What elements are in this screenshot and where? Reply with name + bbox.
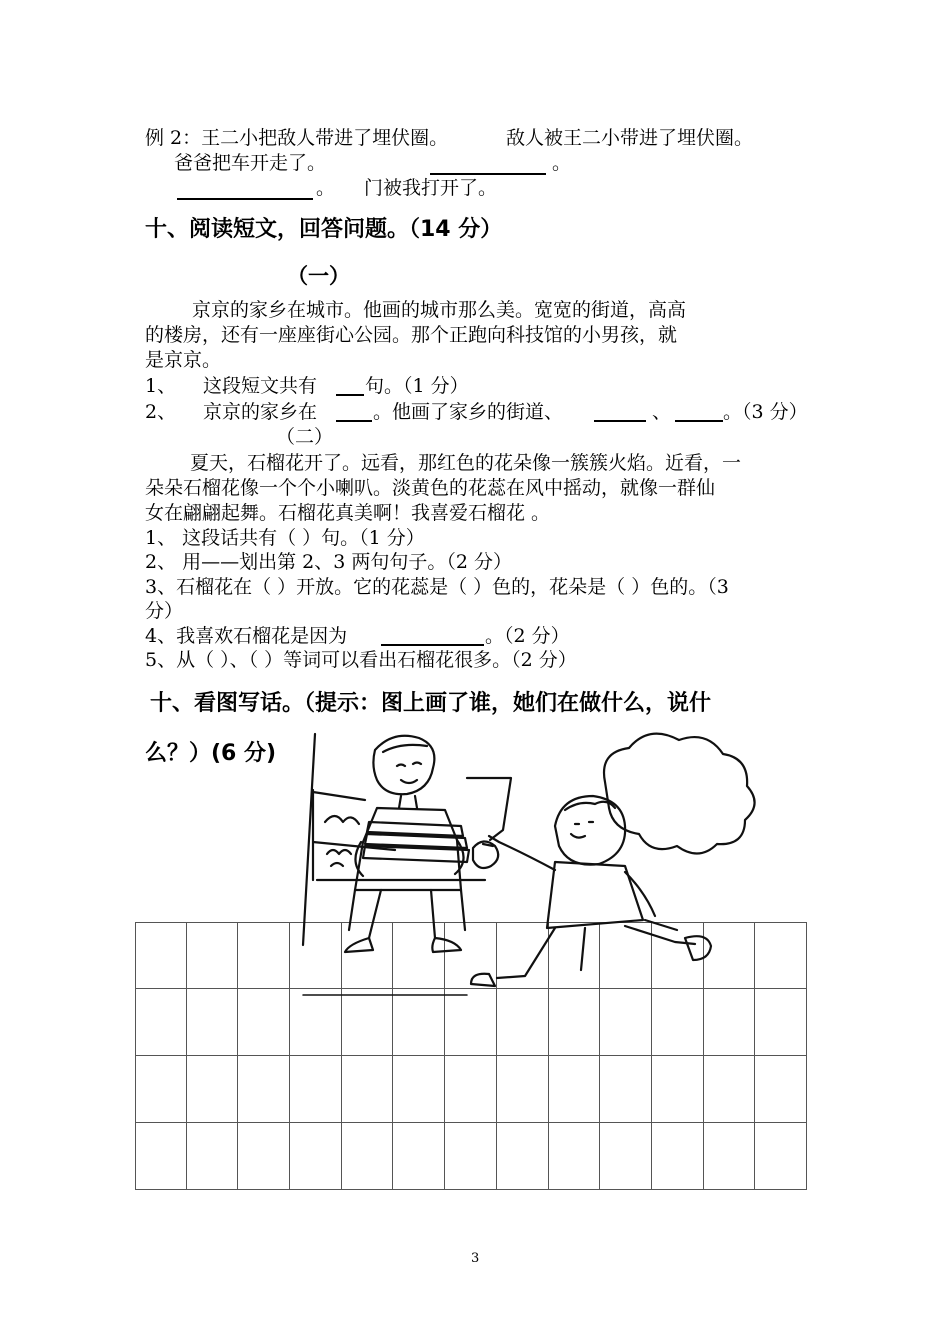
grid-cell[interactable]: [135, 922, 187, 989]
part2-question-1: 1、 这段话共有（ ）句。（1 分）: [145, 527, 425, 549]
part2-question-3: 3、石榴花在（ ）开放。它的花蕊是（ ）色的，花朵是（ ）色的。（3: [145, 576, 729, 598]
grid-cell[interactable]: [497, 1056, 549, 1123]
grid-cell[interactable]: [755, 1123, 807, 1190]
part2-line-2: 朵朵石榴花像一个个小喇叭。淡黄色的花蕊在风中摇动，就像一群仙: [145, 477, 716, 499]
part1-q2-number: 2、: [145, 401, 177, 423]
section-heading-writing: 十、看图写话。（提示：图上画了谁，她们在做什么，说什: [150, 691, 712, 716]
part1-q2-mid: 。他画了家乡的街道、: [373, 401, 564, 423]
grid-cell[interactable]: [135, 1056, 187, 1123]
grid-cell[interactable]: [497, 1123, 549, 1190]
example2-row1-text: 爸爸把车开走了。: [174, 152, 327, 174]
answer-blank[interactable]: [594, 402, 646, 422]
part1-q1-text: 这段短文共有: [203, 375, 318, 397]
part1-line-2: 的楼房，还有一座座街心公园。那个正跑向科技馆的小男孩，就: [145, 324, 678, 346]
answer-blank[interactable]: [336, 376, 364, 396]
grid-cell[interactable]: [187, 989, 239, 1056]
grid-cell[interactable]: [652, 1056, 704, 1123]
part2-question-2: 2、 用——划出第 2、3 两句句子。（2 分）: [145, 551, 513, 573]
example2-result: 敌人被王二小带进了埋伏圈。: [506, 127, 754, 149]
section-heading-reading: 十、阅读短文，回答问题。（14 分）: [145, 217, 503, 242]
part1-q2-text: 京京的家乡在: [203, 401, 318, 423]
grid-cell[interactable]: [445, 1123, 497, 1190]
part1-q2-sep: 、: [652, 401, 672, 423]
grid-cell[interactable]: [393, 1123, 445, 1190]
grid-cell[interactable]: [135, 1123, 187, 1190]
part1-q2-end: 。（3 分）: [723, 401, 808, 423]
grid-cell[interactable]: [342, 1123, 394, 1190]
part2-question-5: 5、从（ ）、（ ）等词可以看出石榴花很多。（2 分）: [145, 649, 577, 671]
part1-q1-end: 句。（1 分）: [365, 375, 469, 397]
section-heading-writing-cont: 么？）(6 分): [145, 741, 277, 766]
grid-cell[interactable]: [600, 1123, 652, 1190]
grid-cell[interactable]: [704, 1123, 756, 1190]
answer-blank[interactable]: [177, 180, 313, 200]
grid-cell[interactable]: [187, 1123, 239, 1190]
grid-cell[interactable]: [445, 1056, 497, 1123]
grid-cell[interactable]: [600, 1056, 652, 1123]
grid-cell[interactable]: [238, 1123, 290, 1190]
answer-blank[interactable]: [381, 626, 484, 646]
example2-lead: 例 2：王二小把敌人带进了埋伏圈。: [145, 127, 449, 149]
part1-line-1: 京京的家乡在城市。他画的城市那么美。宽宽的街道，高高: [192, 299, 687, 321]
grid-cell[interactable]: [238, 1056, 290, 1123]
part1-line-3: 是京京。: [145, 349, 222, 371]
answer-blank[interactable]: [675, 402, 723, 422]
page-number: 3: [471, 1251, 480, 1266]
grid-cell[interactable]: [704, 1056, 756, 1123]
grid-cell[interactable]: [342, 1056, 394, 1123]
part2-question-4: 4、我喜欢石榴花是因为: [145, 625, 348, 647]
grid-cell[interactable]: [755, 1056, 807, 1123]
answer-blank[interactable]: [336, 402, 372, 422]
grid-cell[interactable]: [290, 1056, 342, 1123]
example2-row1-end: 。: [552, 152, 572, 174]
part2-title: （二）: [276, 426, 334, 448]
grid-cell[interactable]: [187, 1056, 239, 1123]
grid-cell[interactable]: [135, 989, 187, 1056]
grid-cell[interactable]: [652, 1123, 704, 1190]
part2-question-3-cont: 分）: [145, 600, 184, 622]
grid-cell[interactable]: [393, 1056, 445, 1123]
part2-line-3: 女在翩翩起舞。石榴花真美啊！我喜爱石榴花 。: [145, 502, 551, 524]
example2-row2-text: 门被我打开了。: [364, 177, 498, 199]
grid-cell[interactable]: [238, 922, 290, 989]
part1-q1-number: 1、: [145, 375, 177, 397]
grid-cell[interactable]: [549, 1056, 601, 1123]
part1-title: （一）: [287, 264, 350, 288]
grid-cell[interactable]: [549, 1123, 601, 1190]
grid-cell[interactable]: [290, 1123, 342, 1190]
illustration-woman-and-boy: [285, 730, 775, 1030]
part2-question-4-end: 。（2 分）: [485, 625, 570, 647]
example2-row2-mid: 。: [316, 177, 336, 199]
part2-line-1: 夏天，石榴花开了。远看，那红色的花朵像一簇簇火焰。近看，一: [190, 452, 742, 474]
answer-blank[interactable]: [430, 155, 546, 175]
grid-cell[interactable]: [187, 922, 239, 989]
grid-cell[interactable]: [238, 989, 290, 1056]
